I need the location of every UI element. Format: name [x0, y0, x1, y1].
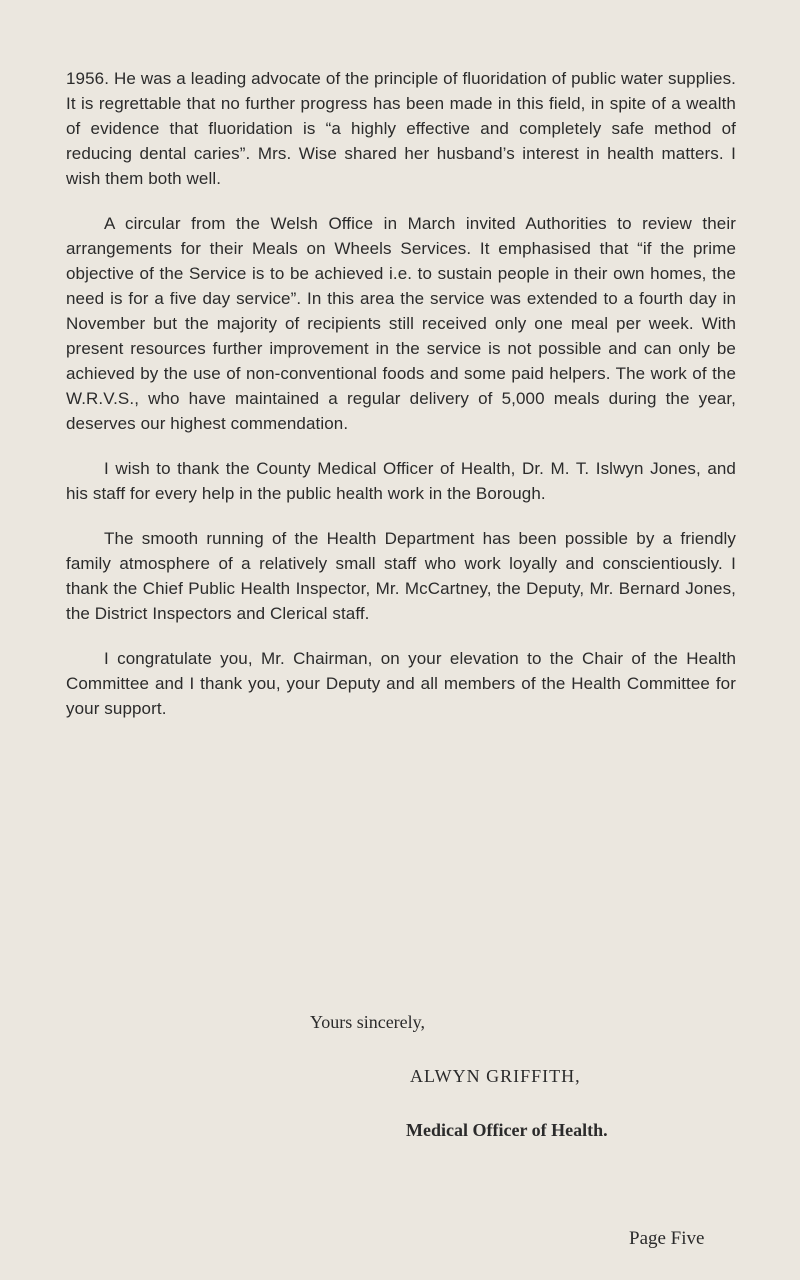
- paragraph-chairman: I congratulate you, Mr. Chairman, on your elevation to the Chair of the Health Committee and I thank you, your Deputy and all members of the Health Committee for your support.: [66, 649, 736, 718]
- letter-body: [66, 66, 736, 741]
- paragraph-thanks-county-officer: I wish to thank the County Medical Officer of Health, Dr. M. T. Islwyn Jones, and his staff for every help in the public health work in the Borough.: [66, 459, 736, 503]
- signature-name: ALWYN GRIFFITH,: [410, 1066, 581, 1086]
- page-number: Page Five: [629, 1228, 705, 1249]
- signature-title: Medical Officer of Health.: [406, 1120, 608, 1140]
- closing-salutation: Yours sincerely,: [310, 1012, 425, 1032]
- paragraph-meals-on-wheels: A circular from the Welsh Office in March invited Authorities to review their arrangements for their Meals on Wheels Services. It emphasised that “if the prime objective of the Service is to be achieved i.e. to sustain people in their own homes, the need is for a five day service”. In this area the service was extended to a fourth day in November but the majority of recipients still received only one meal per week. With present resources further improvement in the service is not possible and can only be achieved by the use of non-conventional foods and some paid helpers. The work of the W.R.V.S., who have maintained a regular delivery of 5,000 meals during the year, deserves our highest commendation.: [66, 214, 736, 433]
- paragraph-health-department: The smooth running of the Health Department has been possible by a friendly family atmosphere of a relatively small staff who work loyally and conscientiously. I thank the Chief Public Health Inspector, Mr. McCartney, the Deputy, Mr. Bernard Jones, the District Inspectors and Clerical staff.: [66, 529, 736, 623]
- paragraph-fluoridation: 1956. He was a leading advocate of the principle of fluoridation of public water supplies. It is regrettable that no further progress has been made in this field, in spite of a wealth of evidence that fluoridation is “a highly effective and completely safe method of reducing dental caries”. Mrs. Wise shared her husband’s interest in health matters. I wish them both well.: [66, 69, 736, 188]
